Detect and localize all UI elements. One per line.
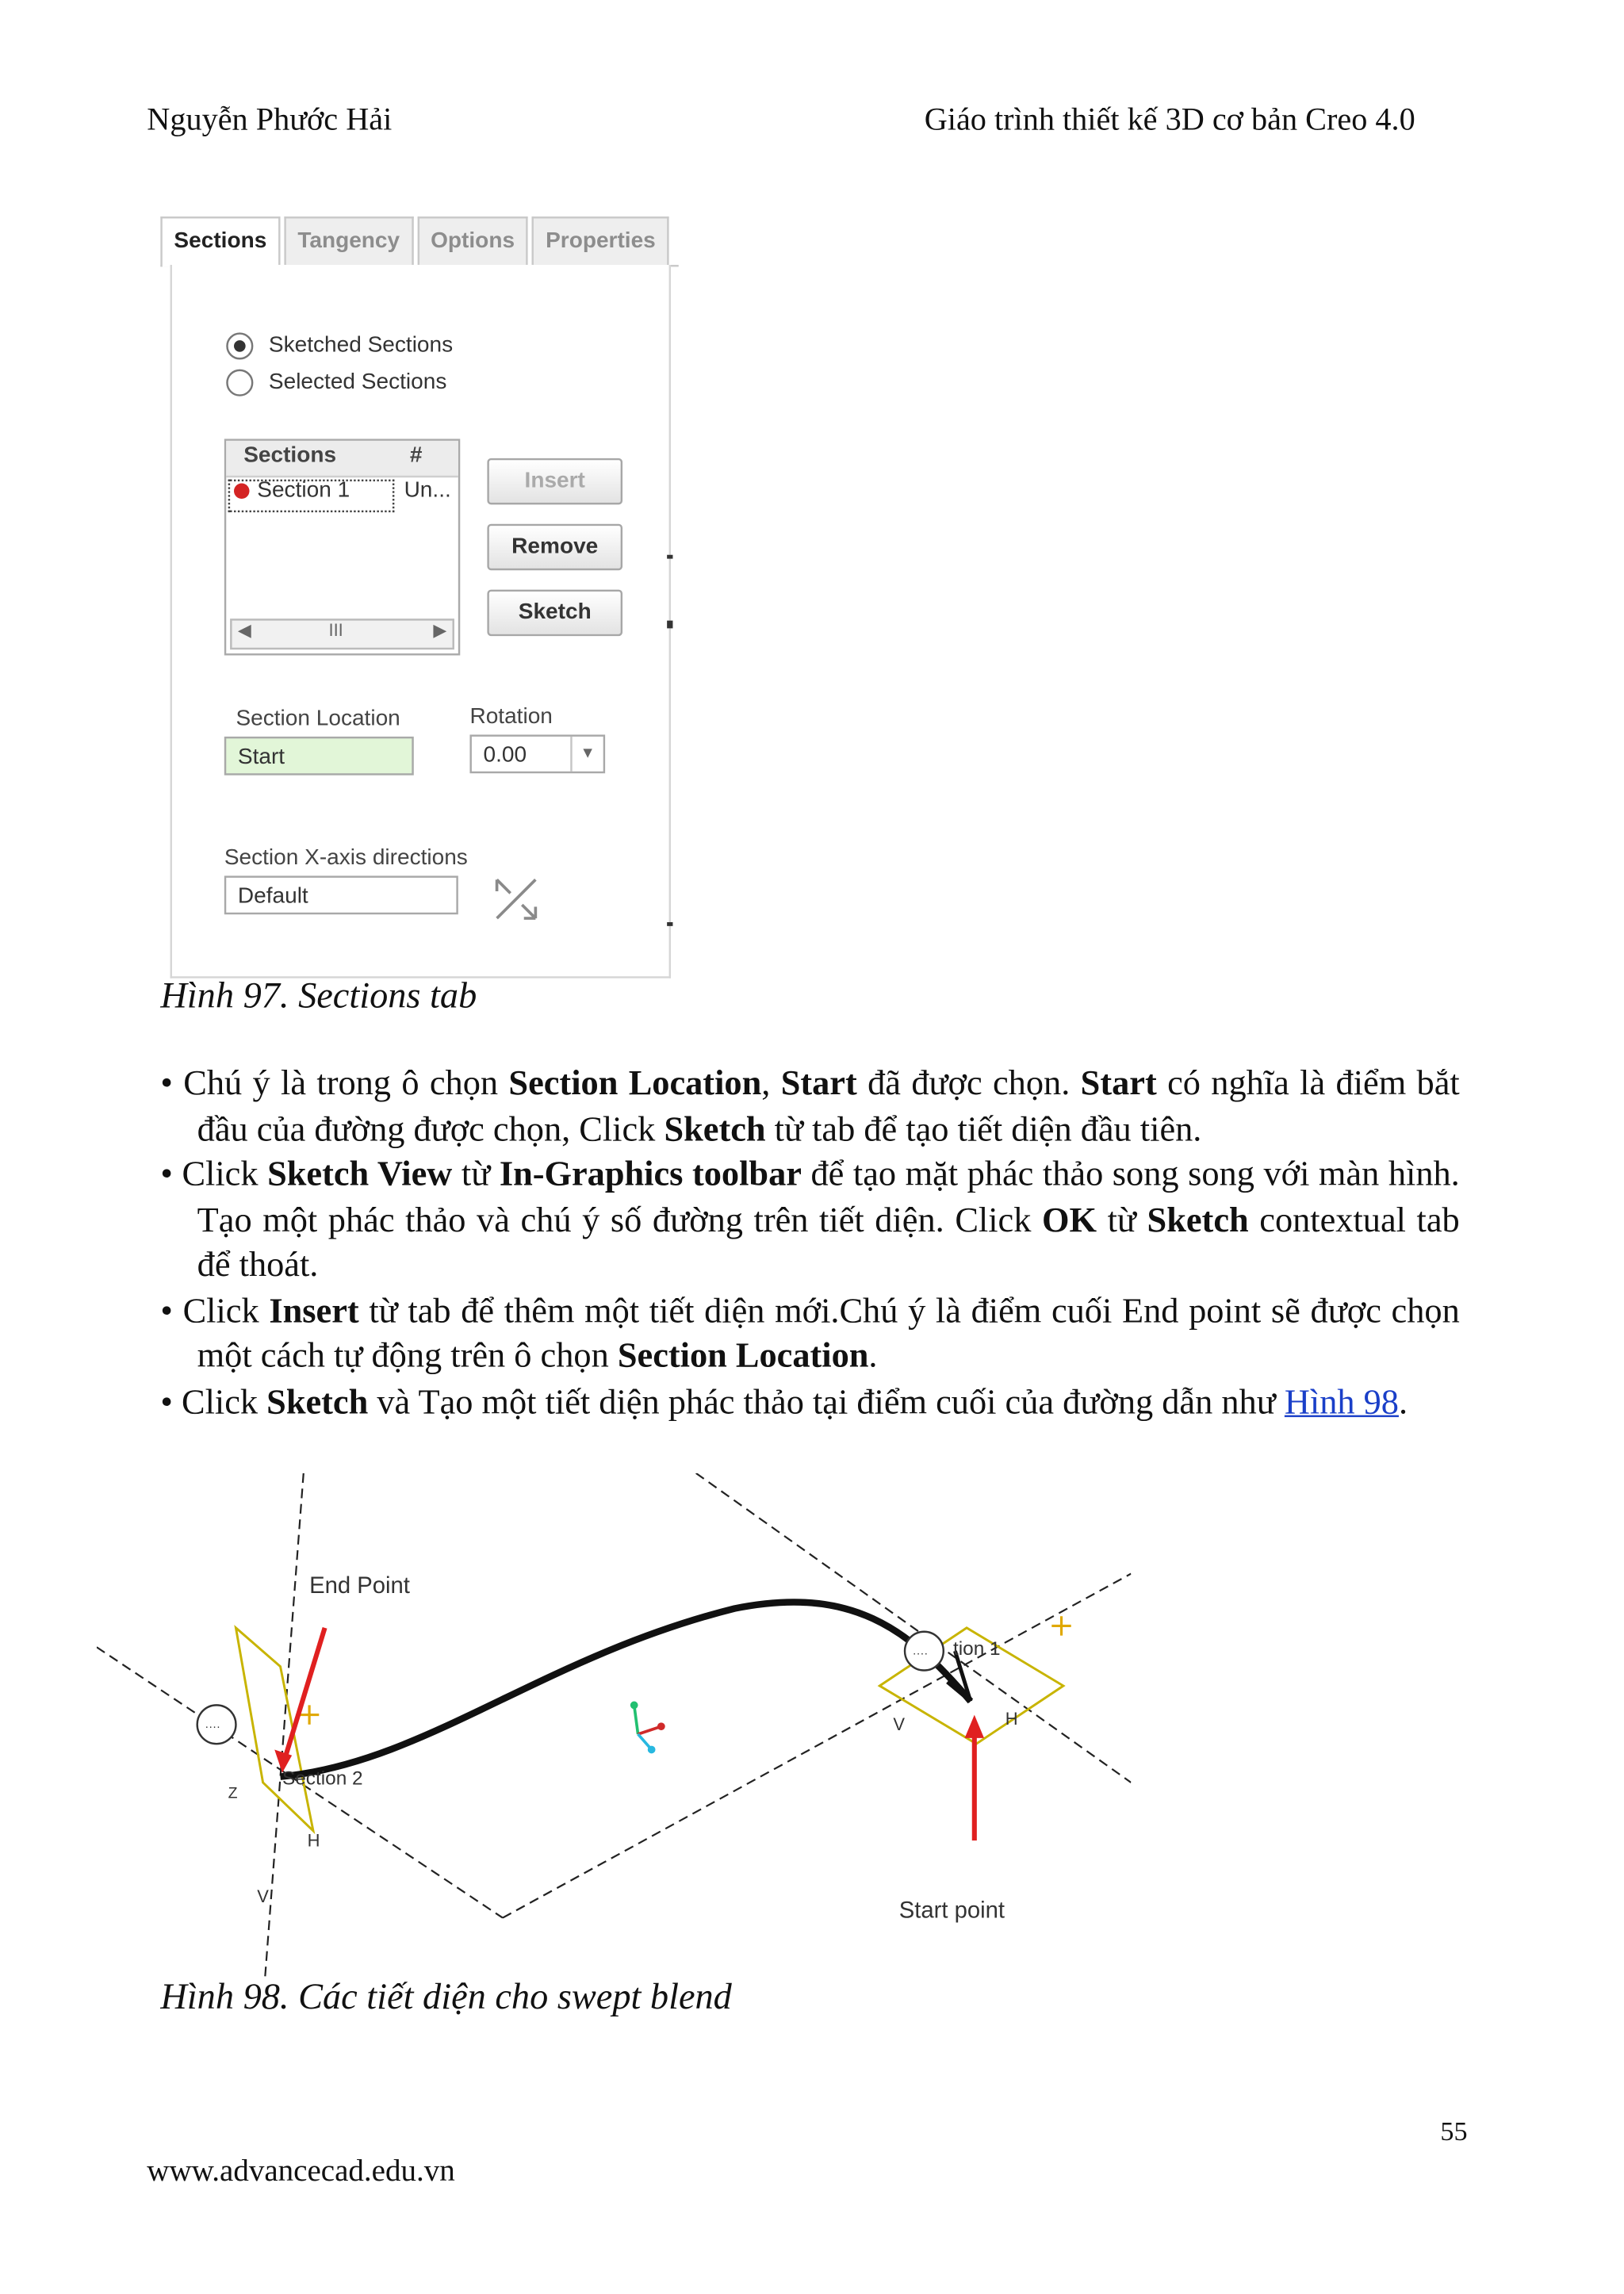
footer-website: www.advancecad.edu.vn [147, 2155, 455, 2189]
strong-text: Sketch [1147, 1199, 1249, 1239]
list-header-name: Sections [243, 444, 337, 469]
text-run: Click [181, 1381, 267, 1420]
swept-blend-sections-figure [97, 1473, 1131, 1980]
strong-text: Sketch View [267, 1154, 453, 1193]
axis-v-label: V [257, 1886, 269, 1907]
scroll-right-icon[interactable]: ▶ [433, 620, 447, 641]
sections-list[interactable] [224, 439, 460, 655]
page-number: 55 [1440, 2119, 1468, 2148]
strong-text: Start [780, 1063, 857, 1102]
scroll-left-icon[interactable]: ◀ [237, 620, 251, 641]
strong-text: Sketch [266, 1381, 369, 1420]
text-run: . [1398, 1381, 1408, 1420]
sections-dialog-screenshot [160, 216, 678, 980]
bullet-item: • Click Sketch View từ In-Graphics toolbar để tạo mặt phác thảo song song với màn hình. Tạo một phác thảo và chú ý số đường trên tiết diện. Click OK từ Sketch contextual tab để thoát. [160, 1154, 1460, 1284]
datum-line [696, 1473, 1132, 1783]
strong-text: OK [1041, 1199, 1097, 1239]
figure-98-caption: Hình 98. Các tiết diện cho swept blend [160, 1978, 732, 2019]
section-2-label: Section 2 [282, 1767, 363, 1790]
xaxis-label: Section X-axis directions [224, 846, 468, 871]
strong-text: Insert [269, 1290, 359, 1330]
horizontal-scrollbar[interactable] [230, 618, 454, 649]
rotation-combo[interactable] [469, 734, 605, 773]
edge-mark [667, 621, 672, 629]
text-run: đã được chọn. [856, 1063, 1081, 1102]
strong-text: Sketch [664, 1109, 766, 1148]
text-run: . [868, 1335, 878, 1375]
radio-empty-icon [226, 370, 253, 396]
strong-text: Section Location [508, 1063, 762, 1102]
section-location-field[interactable]: Start [224, 737, 414, 776]
end-point-label: End Point [309, 1572, 410, 1599]
axis-h-label: H [1005, 1708, 1018, 1729]
text-run: Chú ý là trong ô chọn [183, 1063, 509, 1102]
tab-tangency[interactable]: Tangency [284, 216, 413, 265]
axis-h-label: H [307, 1830, 320, 1851]
radio-selected-label: Selected Sections [268, 371, 447, 395]
sections-list-header [226, 441, 458, 477]
header-author: Nguyễn Phước Hải [147, 100, 393, 138]
radio-selected-icon [226, 332, 253, 359]
section-location-label: Section Location [236, 707, 400, 731]
tab-options[interactable]: Options [417, 216, 528, 265]
start-point-label: Start point [898, 1898, 1005, 1924]
datum-line [503, 1574, 1131, 1918]
strong-text: In-Graphics toolbar [499, 1154, 802, 1193]
chevron-down-icon[interactable]: ▼ [570, 737, 603, 772]
text-run: từ [452, 1154, 500, 1193]
tab-properties[interactable]: Properties [532, 216, 669, 265]
text-run: contextual tab để thoát. [197, 1199, 1460, 1284]
sections-panel [170, 265, 671, 978]
axis-z-label: Z [228, 1784, 238, 1802]
instruction-list [160, 1062, 1459, 1425]
text-run: từ tab để thêm một tiết diện mới.Chú ý là điểm cuối End point sẽ được chọn một cách tự động trên ô chọn [197, 1290, 1460, 1375]
radio-sketched-label: Sketched Sections [268, 334, 454, 358]
insert-button[interactable]: Insert [487, 458, 622, 505]
end-point-arrow [282, 1628, 325, 1767]
dialog-tab-bar [160, 216, 678, 266]
text-run: , [761, 1063, 781, 1102]
header-book-title: Giáo trình thiết kế 3D cơ bản Creo 4.0 [924, 100, 1415, 138]
list-header-number: # [409, 444, 423, 469]
datum-axis [265, 1473, 304, 1980]
csys-triad-icon [630, 1702, 665, 1754]
section-2-rectangle [236, 1628, 313, 1831]
tab-sections[interactable]: Sections [160, 216, 280, 266]
axis-v-label: V [893, 1714, 906, 1735]
strong-text: Start [1080, 1063, 1157, 1102]
radio-selected-sections[interactable] [226, 370, 446, 396]
rotation-value: 0.00 [483, 744, 527, 768]
section-1-label: tion 1 [952, 1638, 1001, 1660]
bullet-item: • Click Sketch và Tạo một tiết diện phác thảo tại điểm cuối của đường dẫn như Hình 98. [160, 1381, 1408, 1420]
svg-text:····: ···· [912, 1647, 929, 1660]
list-item-number: Un... [404, 479, 451, 503]
bullet-item: • Click Insert từ tab để thêm một tiết diện mới.Chú ý là điểm cuối End point sẽ được chọn một cách tự động trên ô chọn Section Location. [160, 1290, 1460, 1375]
remove-button[interactable]: Remove [487, 524, 622, 571]
trajectory-curve [281, 1602, 971, 1776]
text-run: Click [182, 1154, 268, 1193]
text-run: và Tạo một tiết diện phác thảo tại điểm cuối của đường dẫn như [368, 1381, 1285, 1420]
edge-mark [667, 555, 672, 559]
text-run: Click [182, 1290, 270, 1330]
text-run: từ [1096, 1199, 1147, 1239]
xaxis-field[interactable]: Default [224, 875, 458, 914]
list-item-name: Section 1 [257, 479, 350, 503]
sketch-button[interactable]: Sketch [487, 590, 622, 637]
start-point-arrowhead [965, 1715, 984, 1738]
edge-mark [667, 922, 672, 926]
radio-sketched-sections[interactable] [226, 332, 453, 359]
scroll-thumb[interactable]: III [328, 620, 343, 641]
list-item[interactable] [228, 480, 453, 511]
figure-98-link[interactable]: Hình 98 [1284, 1381, 1399, 1420]
text-run: để tạo mặt phác thảo song song với màn hình. Tạo một phác thảo và chú ý số đường trên tiết diện. Click [197, 1154, 1460, 1239]
rotation-label: Rotation [469, 705, 553, 730]
strong-text: Section Location [617, 1335, 869, 1375]
figure-97-caption: Hình 97. Sections tab [160, 976, 477, 1017]
bullet-item: • Chú ý là trong ô chọn Section Location, Start đã được chọn. Start có nghĩa là điểm bắt đầu của đường được chọn, Click Sketch từ tab để tạo tiết diện đầu tiên. [160, 1063, 1460, 1148]
flip-direction-icon[interactable] [491, 874, 541, 924]
svg-text:····: ···· [205, 1721, 220, 1734]
text-run: từ tab để tạo tiết diện đầu tiên. [765, 1109, 1202, 1148]
text-run: có nghĩa là điểm bắt đầu của đường được chọn, Click [197, 1063, 1460, 1148]
status-dot-icon [234, 484, 250, 500]
